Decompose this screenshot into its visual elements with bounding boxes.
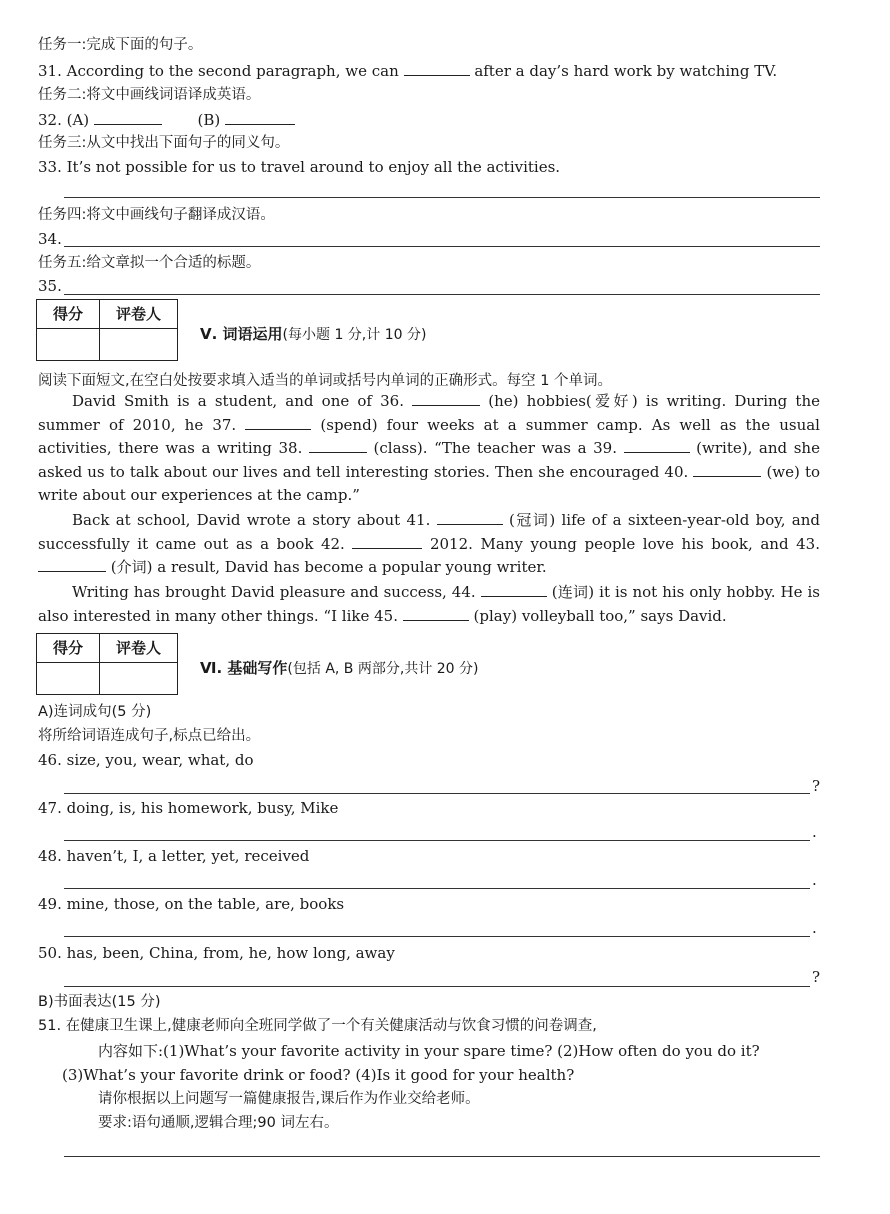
answer-line-34[interactable] (64, 246, 820, 247)
end-punct-48: . (812, 871, 817, 889)
q31-prefix: 31. According to the second paragraph, we can (38, 62, 399, 80)
q32-b-label: (B) (197, 111, 221, 129)
question-48: 48. haven’t, I, a letter, yet, received (38, 847, 310, 865)
question-51-task: 请你根据以上问题写一篇健康报告,课后作为作业交给老师。 (98, 1091, 480, 1107)
section5-heading (200, 323, 426, 344)
question-31 (38, 61, 777, 80)
p3-text-c: (play) volleyball too,” says David. (473, 606, 727, 625)
answer-line-35[interactable] (64, 294, 820, 295)
answer-blank-38[interactable] (309, 438, 367, 453)
question-51-content-2: (3)What’s your favorite drink or food? (4)Is it good for your health? (62, 1066, 575, 1084)
answer-blank-32a[interactable] (94, 110, 162, 125)
section6-note: (包括 A, B 两部分,共计 20 分) (287, 661, 479, 677)
part-b-heading: B)书面表达(15 分) (38, 994, 161, 1010)
question-50: 50. has, been, China, from, he, how long, away (38, 944, 395, 962)
passage-paragraph-3 (38, 581, 820, 628)
answer-blank-32b[interactable] (225, 110, 295, 125)
answer-blank-36[interactable] (412, 391, 480, 406)
question-34-label: 34. (38, 230, 62, 248)
answer-blank-41[interactable] (437, 510, 503, 525)
answer-blank-44[interactable] (481, 582, 547, 597)
section6-heading (200, 657, 479, 678)
answer-line-50[interactable] (64, 986, 810, 987)
answer-blank-43[interactable] (38, 557, 106, 572)
question-33: 33. It’s not possible for us to travel around to enjoy all the activities. (38, 158, 561, 176)
question-51-intro: 51. 在健康卫生课上,健康老师向全班同学做了一个有关健康活动与饮食习惯的问卷调查, (38, 1018, 597, 1034)
p2-text-a: Back at school, David wrote a story about 41. (72, 511, 431, 529)
part-a-heading: A)连词成句(5 分) (38, 704, 152, 720)
answer-blank-31[interactable] (404, 61, 470, 76)
task-3-heading: 任务三:从文中找出下面句子的同义句。 (38, 135, 290, 151)
p3-text-b: (连词) it is not his only hobby. He is also interested in many other things. “I like 45. (38, 583, 820, 625)
p1-text-e: (write), and she asked us to talk about our lives and tell interesting stories. Then she encouraged 40. (38, 439, 820, 481)
answer-blank-40[interactable] (693, 462, 761, 477)
answer-blank-39[interactable] (624, 438, 690, 453)
p2-text-d: (介词) a result, David has become a popular young writer. (110, 558, 547, 576)
section5-note: (每小题 1 分,计 10 分) (282, 327, 427, 343)
task-1-heading: 任务一:完成下面的句子。 (38, 37, 203, 53)
p1-text-d: (class). “The teacher was a 39. (373, 439, 617, 457)
answer-line-49[interactable] (64, 936, 810, 937)
question-46: 46. size, you, wear, what, do (38, 751, 254, 769)
answer-line-47[interactable] (64, 840, 810, 841)
part-a-instruction: 将所给词语连成句子,标点已给出。 (38, 728, 261, 744)
passage-paragraph-1 (38, 390, 820, 508)
p1-text-f: (we) to write about our experiences at the camp.” (38, 462, 820, 504)
score-box-section5 (36, 299, 178, 361)
end-punct-50: ? (812, 968, 821, 986)
score-header: 得分 (37, 300, 100, 328)
end-punct-49: . (812, 919, 817, 937)
p1-text-a: David Smith is a student, and one of 36. (72, 392, 404, 410)
q31-suffix: after a day’s hard work by watching TV. (474, 62, 778, 80)
end-punct-46: ? (812, 777, 821, 795)
question-47: 47. doing, is, his homework, busy, Mike (38, 799, 339, 817)
section5-instruction: 阅读下面短文,在空白处按要求填入适当的单词或括号内单词的正确形式。每空 1 个单词。 (38, 373, 613, 389)
q32-a-label: 32. (A) (38, 111, 90, 129)
question-35-label: 35. (38, 277, 62, 295)
answer-blank-45[interactable] (403, 606, 469, 621)
section5-title: Ⅴ. 词语运用 (200, 325, 283, 343)
task-5-heading: 任务五:给文章拟一个合适的标题。 (38, 255, 261, 271)
answer-line-48[interactable] (64, 888, 810, 889)
p1-text-c: (spend) four weeks at a summer camp. As well as the usual activities, there was a writing 38. (38, 415, 820, 457)
question-32 (38, 110, 295, 129)
p1-text-b: (he) hobbies(爱好) is writing. During the summer of 2010, he 37. (38, 392, 820, 434)
passage-paragraph-2 (38, 509, 820, 580)
end-punct-47: . (812, 823, 817, 841)
section6-title: Ⅵ. 基础写作 (200, 659, 288, 677)
answer-blank-37[interactable] (245, 415, 311, 430)
p2-text-c: 2012. Many young people love his book, and 43. (429, 534, 820, 553)
answer-line-33[interactable] (64, 197, 820, 198)
score-box-section6 (36, 633, 178, 695)
task-2-heading: 任务二:将文中画线词语译成英语。 (38, 87, 261, 103)
p3-text-a: Writing has brought David pleasure and success, 44. (72, 583, 476, 601)
task-4-heading: 任务四:将文中画线句子翻译成汉语。 (38, 207, 275, 223)
question-49: 49. mine, those, on the table, are, books (38, 895, 345, 913)
score-header: 得分 (37, 634, 100, 662)
grader-header: 评卷人 (115, 305, 161, 323)
question-51-requirements: 要求:语句通顺,逻辑合理;90 词左右。 (98, 1115, 339, 1131)
grader-header: 评卷人 (115, 639, 161, 657)
p2-text-b: (冠词) life of a sixteen-year-old boy, and successfully it came out as a book 42. (38, 511, 820, 553)
answer-blank-42[interactable] (352, 534, 422, 549)
answer-line-46[interactable] (64, 793, 810, 794)
answer-line-51[interactable] (64, 1156, 820, 1157)
question-51-content-1: 内容如下:(1)What’s your favorite activity in your spare time? (2)How often do you do it? (98, 1042, 760, 1060)
